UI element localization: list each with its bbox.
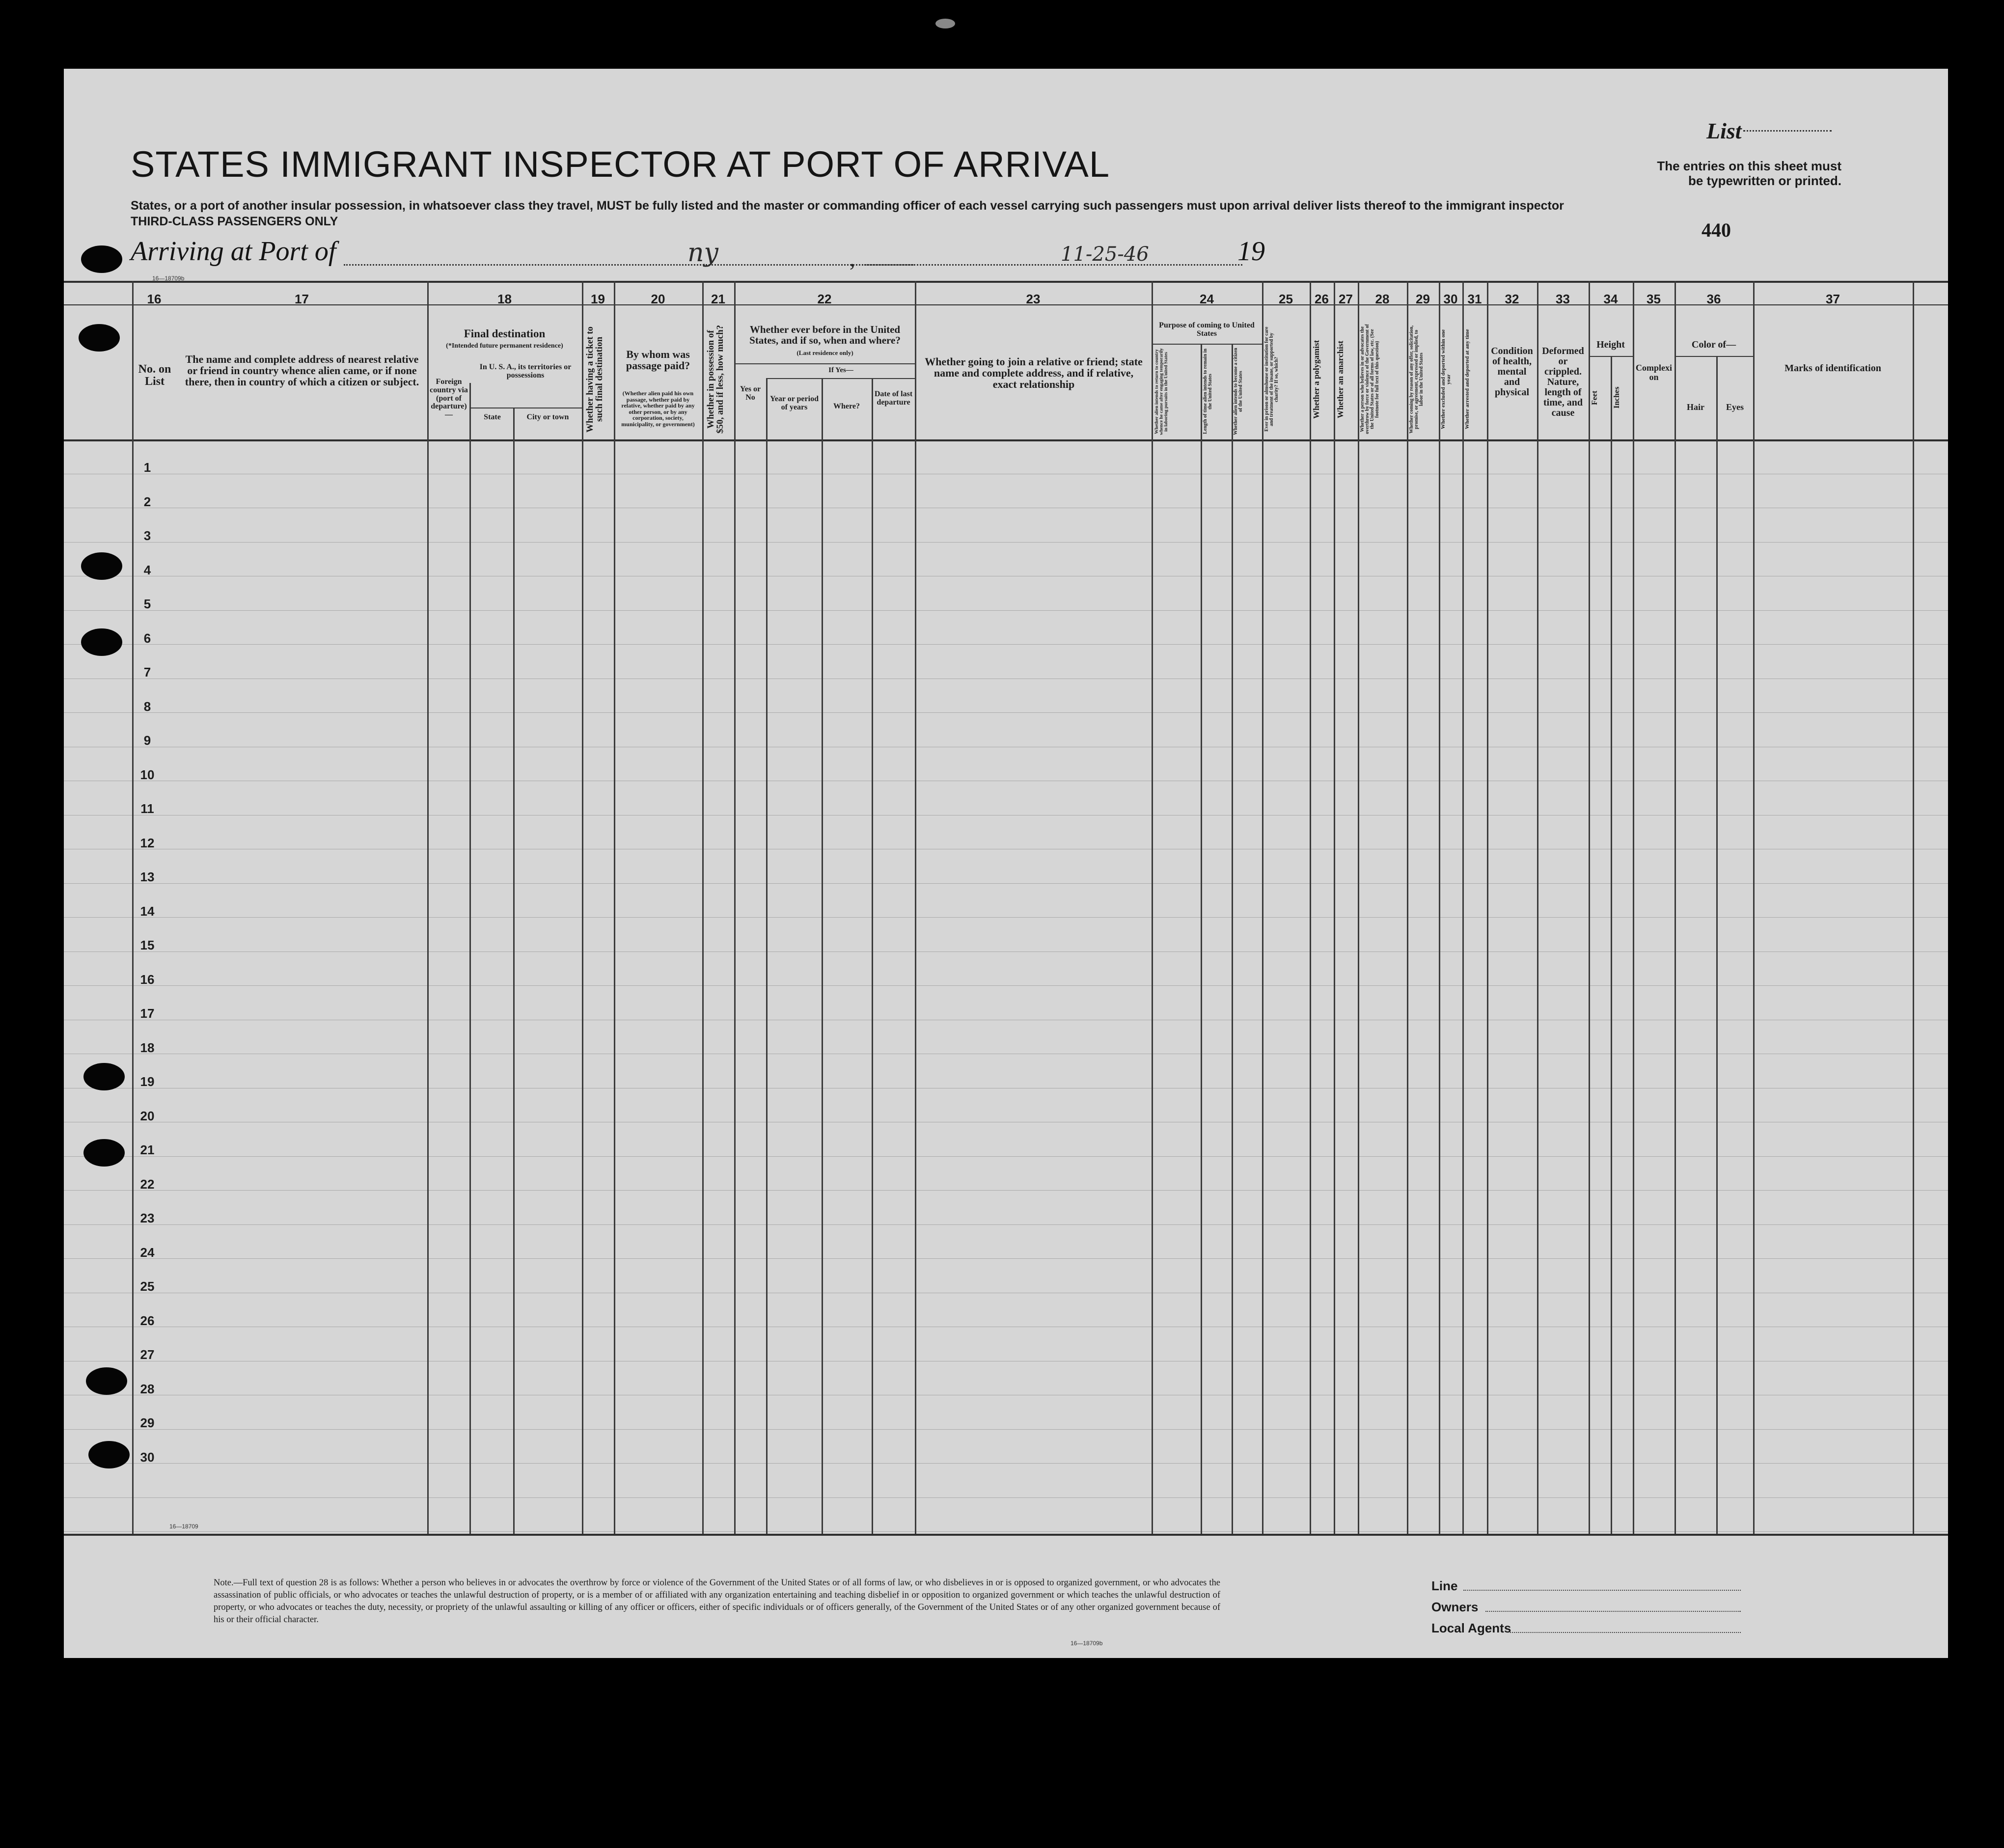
row-number: 26 (140, 1313, 155, 1328)
col-line (427, 281, 429, 1534)
port-field-line[interactable] (344, 264, 913, 266)
colnum-16: 16 (147, 292, 162, 306)
col-line (1262, 281, 1263, 1534)
row-number: 30 (140, 1449, 155, 1465)
col-line (734, 281, 736, 1534)
sub-rule (734, 363, 915, 364)
row-number: 7 (143, 665, 151, 679)
list-number-line[interactable] (1743, 130, 1832, 132)
row-number: 2 (143, 494, 151, 509)
sub-rule (1675, 356, 1753, 357)
colnum-22: 22 (817, 292, 832, 306)
header-ever-before: Whether ever before in the United States, and if so, when and where? (749, 324, 901, 347)
row-number: 18 (140, 1040, 155, 1055)
col-line (1232, 344, 1233, 1534)
footnote: Note.—Full text of question 28 is as follows: Whether a person who believes in or advocates the overthrow by force or violence of the Government of the United States or of all forms of law, or who disbelieves in or is opposed to organized government, or who advocates the assassination of public officials, or who advocates or teaches the unlawful destruction of property, or is a member of or affiliated with any organization entertaining and teaching disbelief in or opposition to organized government or which teaches the unlawful destruction of property, or who advocates or teaches the duty, necessity, or propriety of the unlawful assaulting or killing of any officer or officers, either of specific individuals or of officers generally, of the Government of the United States or of any other organized government because of his or their official character. (214, 1578, 1220, 1625)
row-line (64, 917, 1948, 918)
col-line (1439, 281, 1440, 1534)
row-number: 29 (140, 1415, 155, 1430)
header-color-of: Color of— (1691, 339, 1736, 350)
col-line (1716, 356, 1718, 1534)
col-line (614, 281, 615, 1534)
colnum-20: 20 (651, 292, 665, 306)
row-number: 25 (140, 1279, 155, 1294)
row-number: 24 (140, 1245, 155, 1260)
header-height: Height (1596, 339, 1625, 350)
colnum-35: 35 (1647, 292, 1661, 306)
col-line (1152, 281, 1153, 1534)
col-line (1310, 281, 1311, 1534)
col-line (513, 408, 515, 1534)
typewritten-note: The entries on this sheet must be typewritten or printed. (1657, 159, 1841, 188)
line-label: Line (1431, 1578, 1458, 1593)
row-number: 13 (140, 870, 155, 884)
sub-rule (1152, 344, 1262, 345)
year-prefix: 19 (1237, 236, 1265, 267)
header-purpose-length: Length of time alien intends to remain in the United States (1203, 349, 1213, 435)
row-number: 9 (143, 733, 151, 748)
col-line (766, 378, 768, 1534)
header-labor-offer: Whether coming by reason of any offer, solicitation, promise, or agreement, expressed or implied, to labor in the United States (1409, 325, 1424, 434)
row-line (64, 542, 1948, 543)
colnum-28: 28 (1375, 292, 1390, 306)
row-number: 6 (143, 630, 151, 646)
header-where: Where? (833, 402, 860, 410)
punch-hole (81, 245, 122, 273)
header-inches: Inches (1613, 386, 1621, 409)
row-number: 23 (140, 1211, 155, 1225)
form-code-top: 16—18709b (152, 275, 185, 282)
header-foreign-country: Foreign country via (port of departure)— (430, 378, 468, 419)
col-line (1358, 281, 1359, 1534)
col-line (1462, 281, 1464, 1534)
header-passage-note: (Whether alien paid his own passage, whether paid by relative, whether paid by any other person, or by any corporation, society, municipality, or government) (621, 390, 695, 428)
row-number: 11 (140, 801, 154, 816)
header-polygamist: Whether a polygamist (1312, 340, 1321, 419)
header-period: Year or period of years (770, 395, 819, 411)
header-feet: Feet (1591, 390, 1599, 405)
col-line (1589, 281, 1590, 1534)
colnum-23: 23 (1026, 292, 1041, 306)
colnum-36: 36 (1706, 292, 1721, 306)
owners-label: Owners (1431, 1600, 1479, 1614)
col-line (1407, 281, 1408, 1534)
punch-hole (81, 628, 122, 656)
list-label-text: List (1706, 118, 1742, 143)
header-passage-paid: By whom was passage paid? (626, 348, 690, 372)
col-line (1487, 281, 1488, 1534)
col-line (1537, 281, 1538, 1534)
row-number: 28 (140, 1381, 155, 1396)
col-line (1611, 356, 1612, 1534)
colnum-26: 26 (1315, 292, 1329, 306)
sub-rule (766, 378, 915, 379)
row-line (64, 1531, 1948, 1532)
colnum-25: 25 (1279, 292, 1293, 306)
arriving-label: Arriving at Port of (131, 236, 336, 267)
punch-hole (86, 1367, 127, 1395)
colnum-19: 19 (591, 292, 605, 306)
row-number: 10 (140, 767, 155, 782)
header-eyes: Eyes (1726, 402, 1744, 412)
table-top-rule (64, 281, 1948, 283)
page-subtitle: States, or a port of another insular possession, in whatsoever class they travel, MUST be fully listed and the master or commanding officer of each vessel carrying such passengers must upon arrival deliver lists thereof to the immigrant inspector (131, 199, 1564, 213)
header-join-relative: Whether going to join a relative or friend; state name and complete address, and if relative, exact relationship (925, 355, 1143, 391)
col-line (1753, 281, 1755, 1534)
row-line (64, 1190, 1948, 1191)
row-number: 27 (140, 1347, 155, 1362)
punch-hole (81, 552, 122, 580)
col-line (702, 281, 704, 1534)
punch-hole (79, 324, 120, 352)
list-label (1706, 118, 1742, 144)
row-number: 14 (140, 903, 155, 919)
colnum-24: 24 (1200, 292, 1214, 306)
header-if-yes: If Yes— (828, 366, 853, 374)
row-line (64, 883, 1948, 884)
row-line (64, 1497, 1948, 1498)
header-yes-no: Yes or No (740, 385, 761, 402)
col-line (469, 383, 471, 1534)
colnum-33: 33 (1556, 292, 1570, 306)
agents-label: Local Agents (1431, 1621, 1511, 1635)
row-line (64, 1258, 1948, 1259)
header-excluded: Whether excluded and deported within one year (1440, 329, 1452, 430)
header-overthrow: Whether a person who believes in or advocates the overthrow by force or violence of the Government of the United States or of all forms of law, etc. (See footnote for full text of this question) (1360, 324, 1380, 435)
row-line (64, 1463, 1948, 1464)
agents-field[interactable] (1510, 1632, 1741, 1633)
header-purpose-citizen: Whether alien intends to become a citizen of the United States (1233, 348, 1243, 435)
colnum-31: 31 (1467, 292, 1482, 306)
row-number: 20 (140, 1108, 155, 1123)
col-line (915, 281, 916, 1534)
port-comma: , (850, 246, 855, 271)
colnum-34: 34 (1603, 292, 1618, 306)
header-anarchist: Whether an anarchist (1336, 340, 1345, 418)
row-number: 3 (143, 528, 151, 543)
row-number: 1 (143, 460, 151, 475)
table-bottom-rule (64, 1534, 1948, 1536)
colnum-18: 18 (497, 292, 512, 306)
header-arrested: Whether arrested and deported at any time (1464, 329, 1470, 430)
col-line (872, 378, 873, 1534)
header-hair: Hair (1687, 402, 1704, 412)
col-line (1201, 344, 1202, 1534)
line-field[interactable] (1463, 1590, 1741, 1591)
col-line (582, 281, 583, 1534)
owners-field[interactable] (1485, 1611, 1741, 1612)
colnum-21: 21 (711, 292, 725, 306)
row-line (64, 951, 1948, 952)
row-number: 19 (140, 1074, 155, 1089)
header-money: Whether in possession of $50, and if less, how much? (706, 325, 725, 434)
header-health: Condition of health, mental and physical (1491, 346, 1533, 398)
stamp-number: 440 (1702, 219, 1731, 241)
colnum-17: 17 (295, 292, 309, 306)
row-line (64, 644, 1948, 645)
row-number: 22 (140, 1176, 155, 1192)
footer-form-code: 16—18709b (1071, 1640, 1103, 1647)
col-line (1675, 281, 1676, 1534)
colnum-29: 29 (1416, 292, 1430, 306)
manifest-sheet (64, 69, 1948, 1658)
row-line (64, 1156, 1948, 1157)
date-field-line[interactable] (864, 264, 1242, 266)
sub-rule (1589, 356, 1633, 357)
row-number: 12 (140, 835, 155, 850)
colnum-27: 27 (1339, 292, 1353, 306)
header-bottom-rule (64, 439, 1948, 441)
header-city: City or town (526, 413, 569, 421)
punch-hole (83, 1139, 125, 1167)
page-title: STATES IMMIGRANT INSPECTOR AT PORT OF ARRIVAL (131, 144, 1110, 185)
header-purpose-return: Whether alien intends to return to country whence he came after engaging temporarily in laboring pursuits in the United States (1154, 348, 1169, 435)
row-line (64, 1224, 1948, 1225)
colnum-30: 30 (1443, 292, 1458, 306)
row-line (64, 1429, 1948, 1430)
header-purpose: Purpose of coming to United States (1159, 321, 1255, 338)
row-number: 16 (140, 972, 155, 987)
header-state: State (484, 413, 501, 421)
header-list-number: No. on List (138, 363, 171, 388)
colnum-37: 37 (1826, 292, 1840, 306)
header-final-destination: Final destination (464, 327, 546, 340)
row-line (64, 712, 1948, 713)
date-value: 11-25-46 (1061, 243, 1149, 266)
row-line (64, 985, 1948, 986)
header-departure: Date of last departure (874, 390, 913, 407)
col-line (1334, 281, 1335, 1534)
punch-hole (88, 1441, 130, 1468)
punch-hole (83, 1063, 125, 1090)
row-number: 15 (140, 938, 155, 952)
header-prison: Ever in prison or almshouse or institution for care and treatment of the insane, or supported by charity? If so, which? (1264, 326, 1279, 432)
row-number: 5 (143, 597, 151, 611)
header-ever-before-note: (Last residence only) (796, 349, 853, 356)
col-line (1913, 281, 1914, 1534)
form-code-left: 16—18709 (169, 1523, 198, 1530)
col-line (1633, 281, 1634, 1534)
header-complexion: Complexion (1636, 363, 1672, 382)
header-deformed: Deformed or crippled. Nature, length of time, and cause (1542, 346, 1584, 418)
row-number: 8 (143, 699, 151, 714)
row-number: 17 (140, 1006, 155, 1021)
row-number: 21 (140, 1142, 155, 1157)
header-final-destination-note: (*Intended future permanent residence) (446, 342, 563, 350)
col-line (822, 378, 823, 1534)
header-identification: Marks of identification (1784, 363, 1881, 374)
header-usa: In U. S. A., its territories or possessions (479, 363, 572, 380)
port-value: ny (687, 238, 718, 268)
scan-speck (935, 19, 955, 28)
row-number: 4 (143, 562, 151, 577)
class-line: THIRD-CLASS PASSENGERS ONLY (131, 215, 338, 228)
header-ticket: Whether having a ticket to such final destination (585, 326, 604, 433)
row-line (64, 610, 1948, 611)
colnum-32: 32 (1505, 292, 1519, 306)
header-relative-address: The name and complete address of nearest relative or friend in country whence alien came, or if none there, then in country of which a citizen or subject. (185, 353, 419, 388)
